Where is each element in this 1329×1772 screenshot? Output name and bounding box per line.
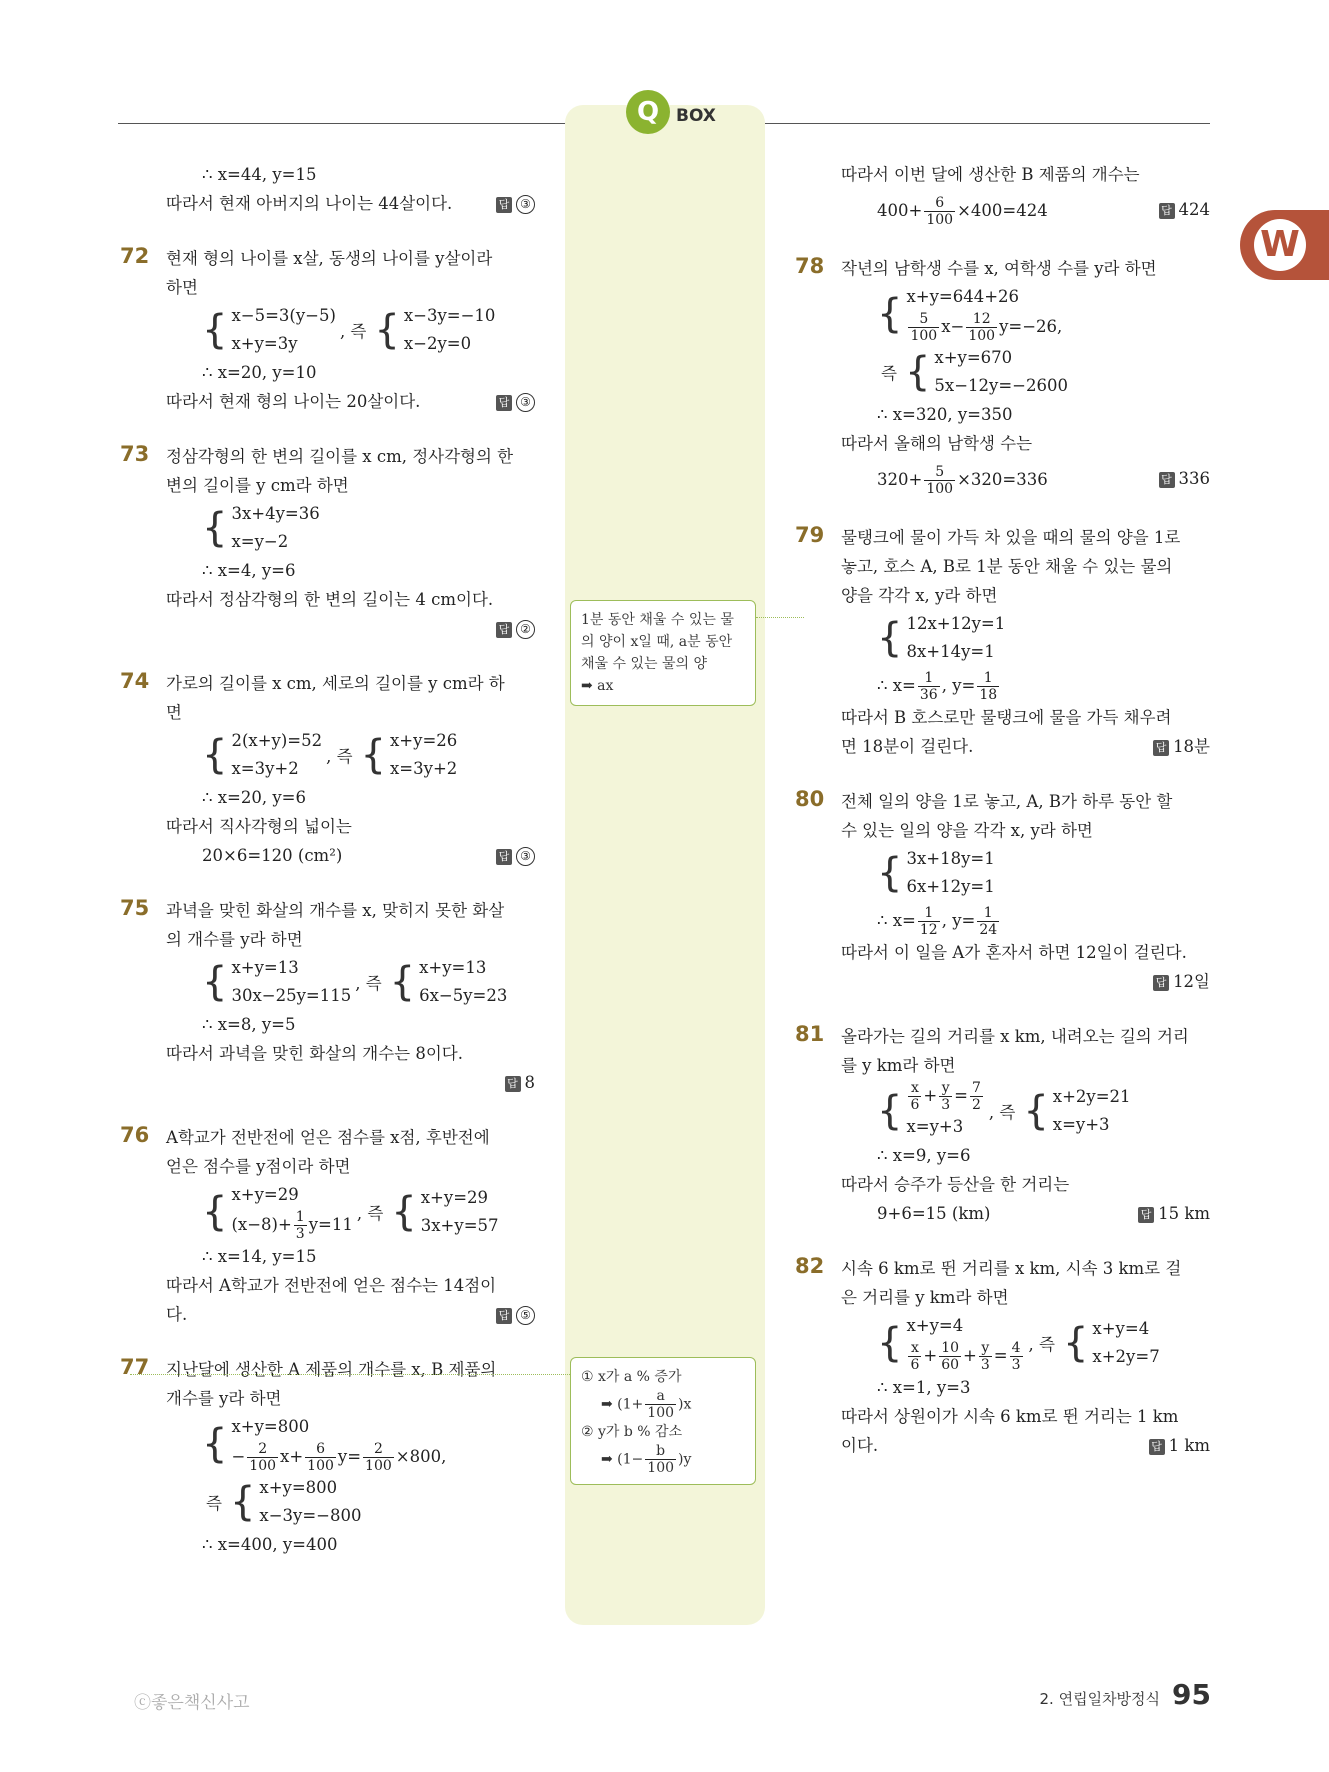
- problem-text: 물탱크에 물이 가득 차 있을 때의 물의 양을 1로: [841, 528, 1181, 547]
- eq: 3x+18y=1: [906, 849, 995, 868]
- solution: ∴ x=8, y=5: [202, 1015, 296, 1034]
- eq: 5x−12y=−2600: [934, 376, 1068, 395]
- eq: 8x+14y=1: [906, 642, 995, 661]
- equation-system: { 3x+4y=36 x=y−2: [202, 500, 535, 556]
- eq: x+y=800: [231, 1417, 310, 1436]
- conclusion: 따라서 직사각형의 넓이는: [166, 817, 352, 836]
- eq: − $\frac{2}{100}$ x+ $\frac{6}{100}$ y= $\frac{2}{100}$ ×800,: [231, 1441, 447, 1474]
- conj: , 즉: [356, 1203, 384, 1223]
- conclusion: 따라서 정삼각형의 한 변의 길이는 4 cm이다.: [166, 590, 494, 609]
- problem-text: 의 개수를 y라 하면: [166, 930, 303, 949]
- eq: x−5=3(y−5): [231, 306, 336, 325]
- qbox-label: BOX: [676, 106, 716, 126]
- eq: x+y=13: [419, 958, 487, 977]
- answer: ⑤: [516, 1306, 535, 1325]
- eq: (x−8)+ $\frac{1}{3}$ y=11: [231, 1209, 353, 1242]
- problem-number: 72: [120, 244, 150, 268]
- problem-78: [795, 254, 1210, 497]
- answer: 12일: [1173, 972, 1210, 991]
- conclusion: 따라서 현재 형의 나이는 20살이다. 답 ③: [166, 387, 535, 416]
- page-footer: [1040, 1678, 1211, 1711]
- answer-icon: 답: [496, 1308, 512, 1324]
- answer-icon: 답: [1149, 1439, 1165, 1455]
- answer-icon: 답: [496, 849, 512, 865]
- problem-72: [120, 244, 535, 416]
- eq: 3x+y=57: [420, 1215, 499, 1235]
- problem-82: [795, 1254, 1210, 1460]
- answer: 8: [524, 1073, 535, 1092]
- answer-icon: 답: [496, 622, 512, 638]
- eq: x=3y+2: [231, 759, 299, 778]
- conclusion: 따라서 올해의 남학생 수는: [841, 434, 1033, 453]
- w-logo-icon: W: [1254, 219, 1306, 271]
- answer: 424: [1178, 200, 1210, 219]
- qbox-logo: Q: [626, 90, 670, 134]
- note-connector: [130, 1374, 570, 1375]
- problem-73: [120, 442, 535, 643]
- answer-icon: 답: [1159, 203, 1175, 219]
- problem-text: 얻은 점수를 y점이라 하면: [166, 1157, 351, 1176]
- eq: x+y=800: [259, 1478, 338, 1497]
- conclusion: 따라서 이 일을 A가 혼자서 하면 12일이 걸린다.: [841, 943, 1187, 962]
- conj: 즉: [881, 364, 897, 383]
- problem-text: 변의 길이를 y cm라 하면: [166, 476, 349, 495]
- answer: ②: [516, 620, 535, 639]
- qbox-note-water: 1분 동안 채울 수 있는 물 의 양이 x일 때, a분 동안 채울 수 있는 물의 양 ➡ ax: [570, 600, 756, 706]
- answer: 336: [1178, 469, 1210, 488]
- eq: $\frac{5}{100}$ x− $\frac{12}{100}$ y=−26,: [910, 311, 1063, 344]
- conclusion: 따라서 상원이가 시속 6 km로 뛴 거리는 1 km: [841, 1407, 1179, 1426]
- equation-system: { x+y=13 30x−25y=115 , 즉 { x+y=13 6x−5y=23: [202, 954, 535, 1010]
- problem-text: 놓고, 호스 A, B로 1분 동안 채울 수 있는 물의: [841, 557, 1173, 576]
- answer: 15 km: [1158, 1204, 1210, 1223]
- conj: , 즉: [339, 322, 367, 341]
- problem-text: 하면: [166, 278, 198, 297]
- eq: 3x+4y=36: [231, 504, 320, 523]
- note-connector: [756, 617, 804, 618]
- problem-71-tail: [120, 160, 535, 218]
- problem-number: 82: [795, 1254, 825, 1278]
- solution: ∴ x= $\frac{1}{12}$ , y= $\frac{1}{24}$: [877, 905, 998, 938]
- equation-system: { x−5=3(y−5) x+y=3y , 즉 { x−3y=−10 x−2y=0: [202, 302, 535, 358]
- answer-icon: 답: [1153, 740, 1169, 756]
- qbox-note-percent: ① x가 a % 증가 ➡ (1+ $\frac{a}{100}$ )x ② y가 b % 감소 ➡ (1− $\frac{b}{100}$ )y: [570, 1357, 756, 1485]
- answer: ③: [516, 393, 535, 412]
- eq: 6x+12y=1: [906, 877, 995, 896]
- answer-icon: 답: [1138, 1207, 1154, 1223]
- problem-81: [795, 1022, 1210, 1228]
- eq: x+y=644+26: [906, 287, 1020, 306]
- calc-row: 400+ $\frac{6}{100}$ ×400=424 답 424: [877, 195, 1210, 228]
- equation-system: { $\frac{x}{6}$ + $\frac{y}{3}$ = $\frac{7}{2}$ x=y+3 , 즉 { x+2y=21 x=y+3: [877, 1080, 1210, 1141]
- equation-system: { x+y=4 $\frac{x}{6}$ + $\frac{10}{60}$ + $\frac{y}{3}$ = $\frac{4}{3}$ , 즉 { x+y=4 x+2y=7: [877, 1312, 1210, 1373]
- problem-text: A학교가 전반전에 얻은 점수를 x점, 후반전에: [166, 1128, 490, 1147]
- equation-system: { 12x+12y=1 8x+14y=1: [877, 610, 1210, 666]
- problem-77: [120, 1355, 535, 1559]
- answer-icon: 답: [1153, 975, 1169, 991]
- answer-icon: 답: [505, 1076, 521, 1092]
- answer: 18분: [1173, 737, 1210, 756]
- problem-75: [120, 896, 535, 1097]
- calc-row: 320+ $\frac{5}{100}$ ×320=336 답 336: [877, 464, 1210, 497]
- solution: ∴ x=400, y=400: [202, 1535, 338, 1554]
- solution: ∴ x= $\frac{1}{36}$ , y= $\frac{1}{18}$: [877, 670, 998, 703]
- conclusion: 따라서 이번 달에 생산한 B 제품의 개수는: [841, 165, 1140, 184]
- answer: ③: [516, 195, 535, 214]
- eq: x+2y=7: [1092, 1346, 1160, 1366]
- eq: 6x−5y=23: [419, 986, 508, 1005]
- eq: x−2y=0: [403, 334, 472, 353]
- calc-row: 9+6=15 (km) 답 15 km: [877, 1204, 1210, 1223]
- eq: x+y=4: [1092, 1318, 1150, 1338]
- eq: x−3y=−800: [259, 1506, 362, 1525]
- problem-text: 현재 형의 나이를 x살, 동생의 나이를 y살이라: [166, 249, 493, 268]
- problem-text: 양을 각각 x, y라 하면: [841, 586, 998, 605]
- problem-number: 80: [795, 787, 825, 811]
- side-tab: [1240, 210, 1329, 280]
- problem-text: 은 거리를 y km라 하면: [841, 1288, 1009, 1307]
- answer: ③: [516, 847, 535, 866]
- problem-number: 75: [120, 896, 150, 920]
- solution: ∴ x=44, y=15: [202, 165, 317, 184]
- problem-text: 전체 일의 양을 1로 놓고, A, B가 하루 동안 할: [841, 792, 1173, 811]
- eq: x=3y+2: [390, 759, 458, 778]
- conclusion: 따라서 A학교가 전반전에 얻은 점수는 14점이: [166, 1276, 497, 1295]
- eq: x−3y=−10: [403, 306, 496, 325]
- problem-80: [795, 787, 1210, 996]
- copyright: ⓒ좋은책신사고: [134, 1693, 250, 1713]
- problem-number: 73: [120, 442, 150, 466]
- problem-text: 수 있는 일의 양을 각각 x, y라 하면: [841, 821, 1093, 840]
- conclusion: 따라서 과녁을 맞힌 화살의 개수는 8이다.: [166, 1044, 463, 1063]
- equation-system: 즉 { x+y=800 x−3y=−800: [202, 1474, 535, 1530]
- problem-text: 가로의 길이를 x cm, 세로의 길이를 y cm라 하: [166, 674, 505, 693]
- eq: x+y=4: [906, 1316, 964, 1335]
- conj: , 즉: [1028, 1334, 1055, 1354]
- eq: x=y+3: [1052, 1114, 1110, 1134]
- problem-74: [120, 669, 535, 870]
- problem-number: 81: [795, 1022, 825, 1046]
- eq: 2(x+y)=52: [231, 731, 323, 750]
- eq: x+y=670: [934, 348, 1013, 367]
- problem-text: 작년의 남학생 수를 x, 여학생 수를 y라 하면: [841, 259, 1157, 278]
- problem-number: 78: [795, 254, 825, 278]
- equation-system: { x+y=644+26 $\frac{5}{100}$ x− $\frac{12}{100}$ y=−26,: [877, 283, 1210, 344]
- eq: x+2y=21: [1052, 1086, 1131, 1106]
- equation-system: 즉 { x+y=670 5x−12y=−2600: [877, 344, 1210, 400]
- calc-row: 20×6=120 (cm²) 답 ③: [202, 841, 535, 870]
- problem-text: 올라가는 길의 거리를 x km, 내려오는 길의 거리: [841, 1027, 1189, 1046]
- problem-number: 77: [120, 1355, 150, 1379]
- eq: x=y+3: [906, 1117, 964, 1136]
- problem-text: 과녁을 맞힌 화살의 개수를 x, 맞히지 못한 화살: [166, 901, 505, 920]
- conclusion: 따라서 현재 아버지의 나이는 44살이다. 답 ③: [166, 189, 535, 218]
- eq: x+y=13: [231, 958, 299, 977]
- eq: x+y=26: [390, 731, 458, 750]
- eq: $\frac{x}{6}$ + $\frac{y}{3}$ = $\frac{7}{2}$: [910, 1080, 981, 1113]
- conclusion: 이다. 답 1 km: [841, 1436, 1210, 1455]
- solution: ∴ x=20, y=10: [202, 363, 317, 382]
- answer-icon: 답: [496, 197, 512, 213]
- equation-system: { 3x+18y=1 6x+12y=1: [877, 845, 1210, 901]
- conj: , 즉: [988, 1102, 1016, 1122]
- eq: x+y=29: [420, 1187, 489, 1207]
- right-column: [795, 160, 1210, 1486]
- problem-76: [120, 1123, 535, 1329]
- equation-system: { 2(x+y)=52 x=3y+2 , 즉 { x+y=26 x=3y+2: [202, 727, 535, 783]
- solution: ∴ x=9, y=6: [877, 1146, 971, 1165]
- solution: ∴ x=4, y=6: [202, 561, 296, 580]
- problem-text: 시속 6 km로 뛴 거리를 x km, 시속 3 km로 걸: [841, 1259, 1182, 1278]
- conj: , 즉: [355, 974, 382, 993]
- solution: ∴ x=20, y=6: [202, 788, 307, 807]
- conclusion: 다. 답 ⑤: [166, 1300, 535, 1329]
- eq: $\frac{x}{6}$ + $\frac{10}{60}$ + $\frac{y}{3}$ = $\frac{4}{3}$: [910, 1340, 1021, 1373]
- answer-row: [166, 1068, 535, 1097]
- solution: ∴ x=14, y=15: [202, 1247, 317, 1266]
- left-column: [120, 160, 535, 1585]
- problem-text: 개수를 y라 하면: [166, 1389, 282, 1408]
- conj: 즉: [206, 1494, 222, 1513]
- solution: ∴ x=320, y=350: [877, 405, 1013, 424]
- problem-text: 면: [166, 703, 182, 722]
- page-number: 95: [1172, 1678, 1211, 1711]
- problem-text: 지난달에 생산한 A 제품의 개수를 x, B 제품의: [166, 1360, 497, 1379]
- conclusion: 따라서 승주가 등산을 한 거리는: [841, 1175, 1070, 1194]
- answer-icon: 답: [1159, 472, 1175, 488]
- chapter-title: 2. 연립일차방정식: [1039, 1690, 1161, 1708]
- conclusion: 면 18분이 걸린다. 답 18분: [841, 737, 1210, 756]
- eq: x+y=29: [231, 1185, 299, 1204]
- answer-row: [841, 967, 1210, 996]
- problem-77-tail: [795, 160, 1210, 228]
- answer-row: [166, 614, 535, 643]
- problem-number: 79: [795, 523, 825, 547]
- problem-number: 74: [120, 669, 150, 693]
- problem-79: [795, 523, 1210, 761]
- eq: 30x−25y=115: [231, 986, 352, 1005]
- eq: 12x+12y=1: [906, 614, 1006, 633]
- eq: x=y−2: [231, 532, 289, 551]
- problem-number: 76: [120, 1123, 150, 1147]
- problem-text: 정삼각형의 한 변의 길이를 x cm, 정사각형의 한: [166, 447, 514, 466]
- problem-text: 를 y km라 하면: [841, 1056, 956, 1075]
- answer-icon: 답: [496, 395, 512, 411]
- equation-system: { x+y=800 − $\frac{2}{100}$ x+ $\frac{6}{100}$ y= $\frac{2}{100}$ ×800,: [202, 1413, 535, 1474]
- eq: x+y=3y: [231, 334, 298, 353]
- conj: , 즉: [326, 747, 353, 766]
- solution: ∴ x=1, y=3: [877, 1378, 971, 1397]
- conclusion: 따라서 B 호스로만 물탱크에 물을 가득 채우려: [841, 708, 1172, 727]
- equation-system: { x+y=29 (x−8)+ $\frac{1}{3}$ y=11 , 즉 { x+y=29 3x+y=57: [202, 1181, 535, 1242]
- answer: 1 km: [1168, 1436, 1210, 1455]
